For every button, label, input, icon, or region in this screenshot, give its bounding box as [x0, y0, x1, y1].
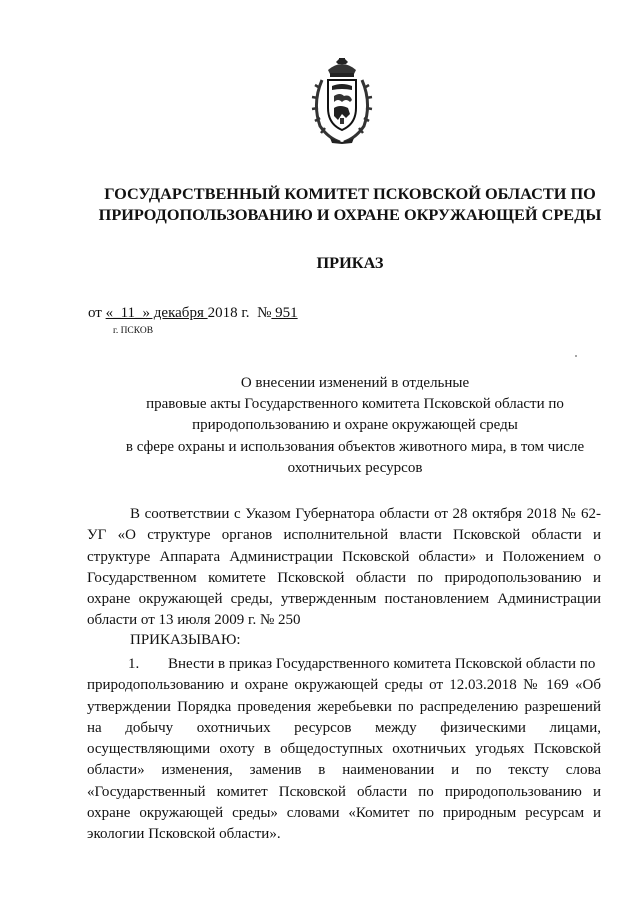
subject-line: охотничьих ресурсов — [287, 459, 423, 476]
item-1-line: природопользованию и охране окружающей среды от 12.03.2018 № 169 «Об — [87, 677, 601, 694]
order-date-year: 2018 г. — [207, 305, 250, 321]
order-word: ПРИКАЗЫВАЮ: — [130, 632, 241, 648]
item-1-paragraph — [87, 654, 601, 846]
subject-line: правовые акты Государственного комитета Псковской области по — [146, 396, 564, 413]
item-1-line: области» изменения, заменив в наименовании и по тексту слова — [87, 762, 601, 779]
order-number-label: № — [257, 305, 272, 321]
item-1-first-line — [87, 654, 601, 675]
preamble-line: структуре Аппарата Администрации Псковской области» и Положением о — [87, 548, 601, 565]
subject-line: О внесении изменений в отдельные — [240, 375, 470, 391]
organization-name — [60, 183, 640, 225]
preamble-line: УГ «О структуре органов исполнительной власти Псковской области и — [87, 527, 601, 544]
date-prefix: от — [88, 305, 102, 321]
subject-line: в сфере охраны и использования объектов животного мира, в том числе — [125, 438, 585, 455]
pskov-coat-of-arms-emblem — [310, 58, 374, 144]
preamble-line: охране окружающей среды, утвержденным постановлением Администрации — [87, 591, 601, 608]
order-date-number-line — [88, 305, 298, 322]
scan-speck — [575, 355, 577, 357]
item-1-line: экологии Псковской области». — [87, 826, 281, 843]
item-1-line: на добычу охотничьих ресурсов между физическими лицами, — [87, 719, 601, 736]
item-1-line: утверждении Порядка проведения жеребьевки по распределению разрешений — [87, 698, 601, 715]
subject-line: природопользованию и охране окружающей среды — [192, 417, 518, 434]
item-1-text: Внести в приказ Государственного комитета Псковской области по — [168, 656, 596, 672]
preamble-line: В соответствии с Указом Губернатора области от 28 октября 2018 № 62- — [130, 506, 601, 522]
city-label: г. ПСКОВ — [113, 326, 154, 336]
item-1-line: охране окружающей среды» словами «Комитет по природным ресурсам и — [87, 805, 601, 822]
preamble-line: Государственном комитете Псковской области по природопользованию и — [87, 569, 601, 586]
organization-name-line1: ГОСУДАРСТВЕННЫЙ КОМИТЕТ ПСКОВСКОЙ ОБЛАСТИ ПО — [104, 184, 596, 203]
order-subject — [70, 373, 640, 479]
item-1-line: осуществляющими охоту в общедоступных охотничьих угодьях Псковской — [87, 741, 601, 758]
preamble-paragraph — [87, 504, 601, 632]
organization-name-line2: ПРИРОДОПОЛЬЗОВАНИЮ И ОХРАНЕ ОКРУЖАЮЩЕЙ СРЕДЫ — [98, 205, 602, 224]
order-number: 951 — [271, 305, 298, 321]
item-1-number: 1. — [128, 656, 140, 672]
order-date-day-month: «_11_» декабря — [105, 305, 208, 321]
preamble-line: области от 13 июля 2009 г. № 250 — [87, 612, 301, 629]
document-type-heading: ПРИКАЗ — [316, 253, 384, 272]
item-1-line: «Государственный комитет Псковской области по природопользованию и — [87, 783, 601, 800]
